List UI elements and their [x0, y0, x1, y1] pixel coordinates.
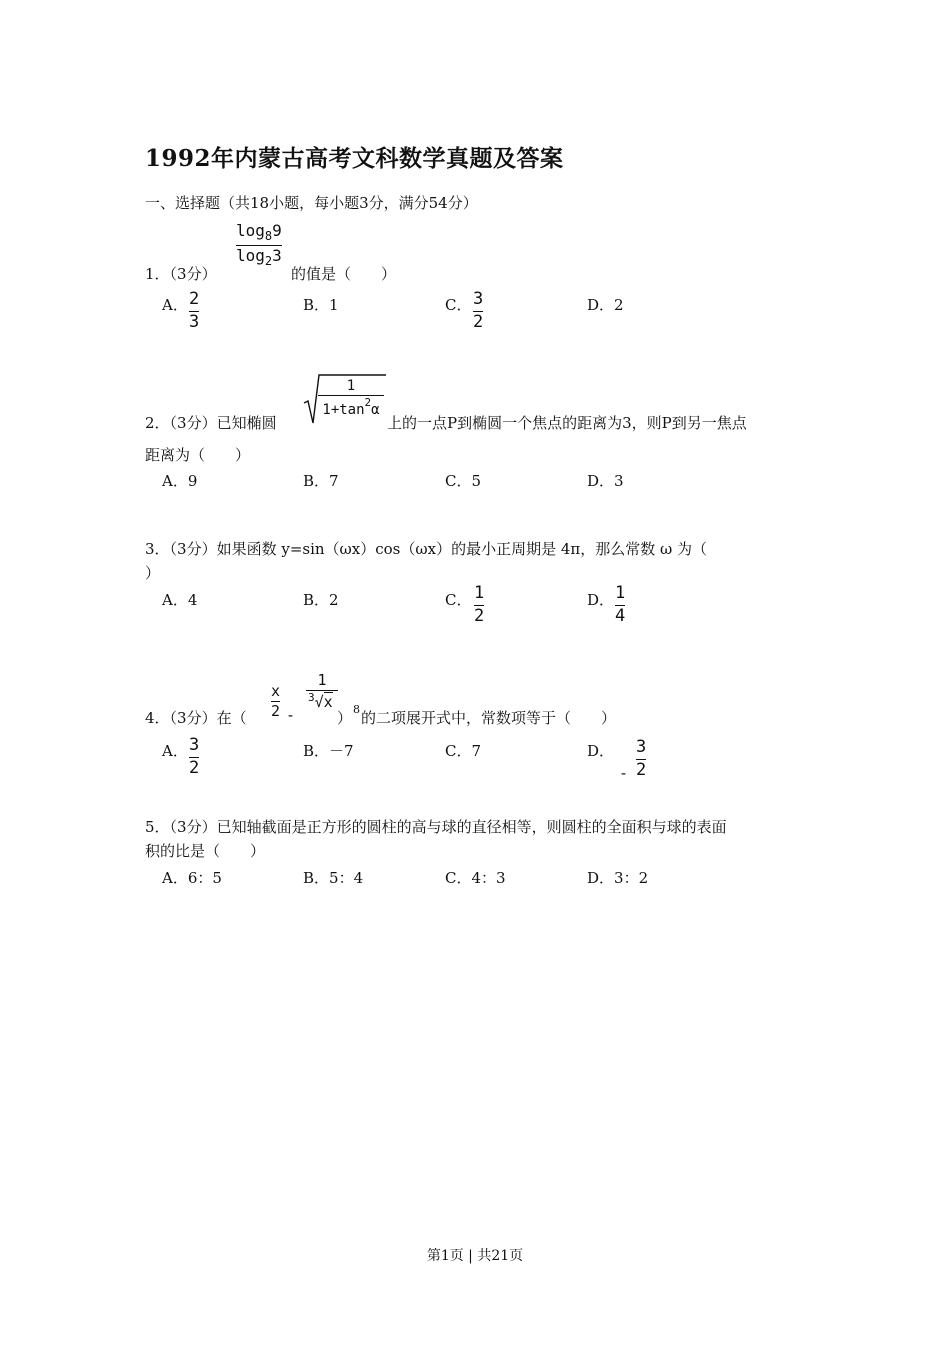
q2-option-c: C．5 — [445, 472, 482, 490]
q3-option-d-fraction — [615, 584, 625, 626]
q4-option-d-label: D． — [587, 742, 615, 760]
q1-num-log: log — [236, 221, 265, 240]
q1-option-b: B．1 — [303, 296, 339, 314]
q2-root-den-a: 1+tan — [322, 402, 365, 419]
q4-option-d-num: 3 — [636, 737, 647, 757]
q3-option-b: B．2 — [303, 591, 339, 609]
q3-line2: ） — [145, 564, 161, 582]
q1-option-a-num: 2 — [189, 289, 200, 309]
q4-option-a-label: A． — [162, 742, 188, 760]
q4-option-a-den: 2 — [189, 757, 200, 778]
q5-option-b: B．5：4 — [303, 869, 364, 887]
q1-option-d: D．2 — [587, 296, 624, 314]
page-title: 1992年内蒙古高考文科数学真题及答案 — [145, 145, 564, 172]
q4-option-a-num: 3 — [189, 735, 200, 755]
q4-r-index: 3 — [308, 691, 315, 705]
q2-line2: 距离为（ ） — [145, 446, 251, 464]
q4-prefix: 4．（3分）在（ — [145, 709, 247, 727]
q4-root-fraction: 1 $^3$√x — [306, 672, 338, 712]
q4-option-d-fraction — [636, 738, 646, 780]
q1-log-fraction — [236, 222, 282, 269]
q3-option-c-num: 1 — [474, 583, 485, 603]
q1-suffix: 的值是（ ） — [291, 265, 397, 283]
q5-line1: 5．（3分）已知轴截面是正方形的圆柱的高与球的直径相等，则圆柱的全面积与球的表面 — [145, 818, 727, 836]
q1-num-base: 8 — [264, 229, 273, 243]
q3-option-c-label: C． — [445, 591, 472, 609]
q1-den-arg: 3 — [272, 245, 282, 265]
q2-root-den-b: α — [371, 402, 380, 419]
q4-option-c: C．7 — [445, 742, 482, 760]
q1-option-a-label: A． — [162, 296, 188, 314]
q3-option-c-den: 2 — [474, 605, 485, 626]
q1-option-c-label: C． — [445, 296, 472, 314]
q5-option-a: A．6：5 — [162, 869, 222, 887]
q2-suffix: 上的一点P到椭圆一个焦点的距离为3，则P到另一焦点 — [387, 414, 747, 432]
q1-num-arg: 9 — [272, 221, 282, 240]
q1-option-c-fraction — [473, 290, 483, 332]
section-heading: 一、选择题（共18小题，每小题3分，满分54分） — [145, 194, 478, 212]
q1-den-base: 2 — [264, 253, 273, 268]
q1-option-a-fraction — [189, 290, 199, 332]
q4-option-d-den: 2 — [636, 759, 647, 780]
q4-exp: 8 — [353, 703, 360, 716]
q5-option-c: C．4：3 — [445, 869, 506, 887]
q3-option-d-label: D． — [587, 591, 615, 609]
q4-option-d-sign: - — [619, 764, 629, 782]
q2-option-a: A．9 — [162, 472, 198, 490]
q2-root-num: 1 — [346, 378, 356, 394]
q1-den-log: log — [236, 245, 265, 265]
q2-option-b: B．7 — [303, 472, 339, 490]
q3-option-a: A．4 — [162, 591, 198, 609]
q1-option-c-num: 3 — [473, 289, 484, 309]
q5-line2: 积的比是（ ） — [145, 842, 266, 860]
q4-minus: - — [286, 706, 296, 724]
q1-option-a-den: 3 — [189, 311, 200, 332]
q3-option-c-fraction — [474, 584, 484, 626]
q4-x-fraction — [271, 683, 280, 721]
q4-x-den: 2 — [271, 702, 281, 721]
page-footer: 第1页 | 共21页 — [426, 1248, 524, 1264]
q1-option-c-den: 2 — [473, 311, 484, 332]
q3-line1: 3．（3分）如果函数 y=sin（ωx）cos（ωx）的最小正周期是 4π，那么常数 ω 为（ — [145, 540, 708, 558]
q2-option-d: D．3 — [587, 472, 624, 490]
q4-r-num: 1 — [317, 671, 327, 689]
q4-option-a-fraction — [189, 736, 199, 778]
q3-option-d-num: 1 — [615, 583, 626, 603]
q4-option-b: B．－7 — [303, 742, 354, 760]
q3-option-d-den: 4 — [615, 605, 626, 626]
q4-r-rad: x — [323, 693, 333, 712]
q4-x-num: x — [271, 682, 281, 700]
q2-root-fraction — [318, 378, 384, 418]
q2-prefix: 2．（3分）已知椭圆 — [145, 414, 277, 432]
q2-root-den-exp: 2 — [364, 396, 372, 410]
q5-option-d: D．3：2 — [587, 869, 649, 887]
q1-prefix: 1．（3分） — [145, 265, 217, 283]
q4-close: ） — [337, 709, 353, 727]
q4-suffix: 的二项展开式中，常数项等于（ ） — [361, 709, 617, 727]
